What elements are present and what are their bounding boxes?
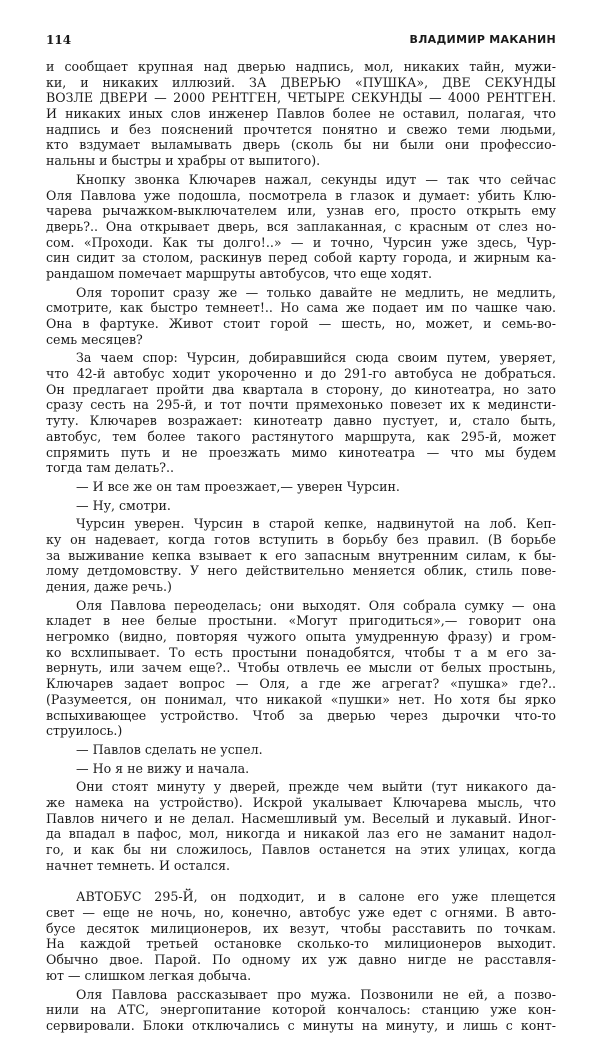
text-line: лому детдомовству. У него действительно меняется облик, стиль пове- bbox=[46, 563, 556, 579]
text-line: бусе десяток милиционеров, их везут, чтобы расставить по точкам. bbox=[46, 920, 556, 936]
text-line: ют — слишком легкая добыча. bbox=[46, 967, 252, 983]
text-line: за выживание кепка взывает к его запасным внутренним силам, к бы- bbox=[46, 547, 556, 563]
text-line: Он предлагает пройти два квартала в сторону, до кинотеатра, но зато bbox=[46, 381, 556, 397]
text-line: — Но я не вижу и начала. bbox=[76, 760, 250, 776]
text-line: что 42-й автобус ходит укороченно и до 291-го автобуса не добраться. bbox=[46, 366, 556, 382]
text-line: Ключарев задает вопрос — Оля, а где же агрегат? «пушка» где?.. bbox=[46, 676, 556, 692]
text-line: начнет темнеть. И остался. bbox=[46, 857, 231, 873]
page-number: 114 bbox=[46, 33, 72, 47]
text-line: вернуть, или зачем еще?.. Чтобы отвлечь ее мысли от белых простынь, bbox=[46, 660, 556, 676]
text-line: тогда там делать?.. bbox=[46, 460, 174, 476]
paragraph bbox=[46, 987, 556, 1034]
text-line: же намека на устройство). Искрой укалывает Ключарева мысль, что bbox=[46, 794, 556, 810]
text-line: кто вздумает выламывать дверь (сколь бы ни были они профессио- bbox=[46, 137, 556, 153]
text-line: — И все же он там проезжает,— уверен Чурсин. bbox=[76, 478, 400, 494]
paragraph bbox=[46, 59, 556, 169]
text-line: ко всхлипывает. То есть простыни понадобятся, чтобы т а м его за- bbox=[46, 644, 556, 660]
text-line: сервировали. Блоки отключались с минуты на минуту, и лишь с конт- bbox=[46, 1017, 556, 1033]
text-line: дверь?.. Она открывает дверь, вся заплаканная, с красным от слез но- bbox=[46, 218, 556, 234]
body-text bbox=[46, 59, 556, 1037]
text-line: Оля торопит сразу же — только давайте не медлить, не медлить, bbox=[76, 284, 556, 300]
text-line: рандашом помечает маршруты автобусов, что еще ходят. bbox=[46, 265, 433, 281]
text-line: струилось.) bbox=[46, 723, 123, 739]
text-line: и сообщает крупная над дверью надпись, мол, никаких тайн, мужи- bbox=[46, 59, 556, 74]
text-line: Они стоят минуту у дверей, прежде чем выйти (тут никакого да- bbox=[76, 779, 556, 795]
text-line: Павлов ничего и не делал. Насмешливый ум. Веселый и лукавый. Иног- bbox=[46, 810, 556, 826]
text-line: да впадал в пафос, мол, никогда и никакой лаз его не заманит надол- bbox=[46, 826, 556, 842]
text-line: АВТОБУС 295-Й, он подходит, и в салоне его уже плещется bbox=[76, 889, 556, 905]
text-line: чарева рычажком-выключателем или, узнав его, просто открыть ему bbox=[46, 203, 556, 219]
text-line: Обычно двое. Парой. По одному их уж давно нигде не расставля- bbox=[46, 952, 556, 968]
text-line: автобус, тем более такого растянутого маршрута, как 295-й, может bbox=[46, 428, 556, 444]
text-line: спрямить путь и не проезжать мимо кинотеатра — что мы будем bbox=[46, 444, 556, 460]
paragraph bbox=[46, 172, 556, 282]
text-line: смотрите, как быстро темнеет!.. Но сама же подает им по чашке чаю. bbox=[46, 300, 556, 316]
text-line: туту. Ключарев возражает: кинотеатр давно пустует, и, стало быть, bbox=[46, 413, 556, 429]
text-line: — Ну, смотри. bbox=[76, 497, 171, 513]
paragraph bbox=[46, 889, 556, 983]
paragraph bbox=[46, 350, 556, 476]
text-line: надпись и без пояснений прочтется понятно и свежо теми людьми, bbox=[46, 121, 556, 137]
text-line: Оля Павлова уже подошла, посмотрела в глазок и думает: убить Клю- bbox=[46, 187, 556, 203]
paragraph bbox=[46, 779, 556, 873]
text-line: негромко (видно, повторяя чужого опыта умудренную фразу) и гром- bbox=[46, 629, 556, 645]
text-line: Она в фартуке. Живот стоит горой — шесть, но, может, и семь-во- bbox=[46, 316, 556, 331]
text-line: нальны и быстры и храбры от выпитого). bbox=[46, 153, 321, 169]
text-line: ВОЗЛЕ ДВЕРИ — 2000 РЕНТГЕН, ЧЕТЫРЕ СЕКУНДЫ — 4000 РЕНТГЕН. bbox=[46, 90, 556, 106]
running-head-author: ВЛАДИМИР МАКАНИН bbox=[409, 33, 556, 46]
text-line: (Разумеется, он понимал, что никакой «пушки» нет. Но хотя бы ярко bbox=[46, 691, 556, 707]
paragraph bbox=[46, 761, 556, 777]
text-line: го, и как бы ни сложилось, Павлов останется на этих улицах, когда bbox=[46, 842, 556, 857]
text-line: — Павлов сделать не успел. bbox=[76, 741, 263, 757]
page-header bbox=[46, 33, 556, 51]
text-line: кладет в нее белые простыни. «Могут пригодиться»,— говорит она bbox=[46, 613, 556, 629]
text-line: ку он надевает, когда готов вступить в борьбу без правил. (В борьбе bbox=[46, 531, 556, 547]
text-line: син сидит за столом, раскинув перед собой карту города, и жирным ка- bbox=[46, 250, 556, 266]
text-line: И никаких иных слов инженер Павлов более не оставил, полагая, что bbox=[46, 106, 556, 122]
paragraph bbox=[46, 598, 556, 739]
paragraph bbox=[46, 285, 556, 348]
text-line: сразу сесть на 295-й, и тот почти прямехонько повезет их к мединсти- bbox=[46, 397, 556, 413]
paragraph bbox=[46, 742, 556, 758]
text-line: Чурсин уверен. Чурсин в старой кепке, надвинутой на лоб. Кеп- bbox=[76, 516, 556, 532]
text-line: сом. «Проходи. Как ты долго!..» — и точно, Чурсин уже здесь, Чур- bbox=[46, 234, 556, 250]
paragraph bbox=[46, 479, 556, 495]
text-line: Оля Павлова переоделась; они выходят. Оля собрала сумку — она bbox=[76, 597, 556, 613]
text-line: Оля Павлова рассказывает про мужа. Позвонили не ей, а позво- bbox=[76, 986, 556, 1002]
text-line: ки, и никаких иллюзий. ЗА ДВЕРЬЮ «ПУШКА», ДВЕ СЕКУНДЫ bbox=[46, 74, 556, 90]
text-line: семь месяцев? bbox=[46, 331, 143, 347]
text-line: Кнопку звонка Ключарев нажал, секунды идут — так что сейчас bbox=[76, 171, 556, 187]
text-line: На каждой третьей остановке сколько-то милиционеров выходит. bbox=[46, 936, 556, 952]
text-line: свет — еще не ночь, но, конечно, автобус уже едет с огнями. В авто- bbox=[46, 905, 556, 921]
text-line: вспыхивающее устройство. Чтоб за дверью через дырочки что-то bbox=[46, 707, 556, 723]
text-line: нили на АТС, энергопитание которой кончалось: станцию уже кон- bbox=[46, 1002, 556, 1018]
text-line: дения, даже речь.) bbox=[46, 579, 172, 594]
paragraph bbox=[46, 498, 556, 514]
text-line: За чаем спор: Чурсин, добиравшийся сюда своим путем, уверяет, bbox=[76, 350, 556, 366]
paragraph bbox=[46, 516, 556, 594]
